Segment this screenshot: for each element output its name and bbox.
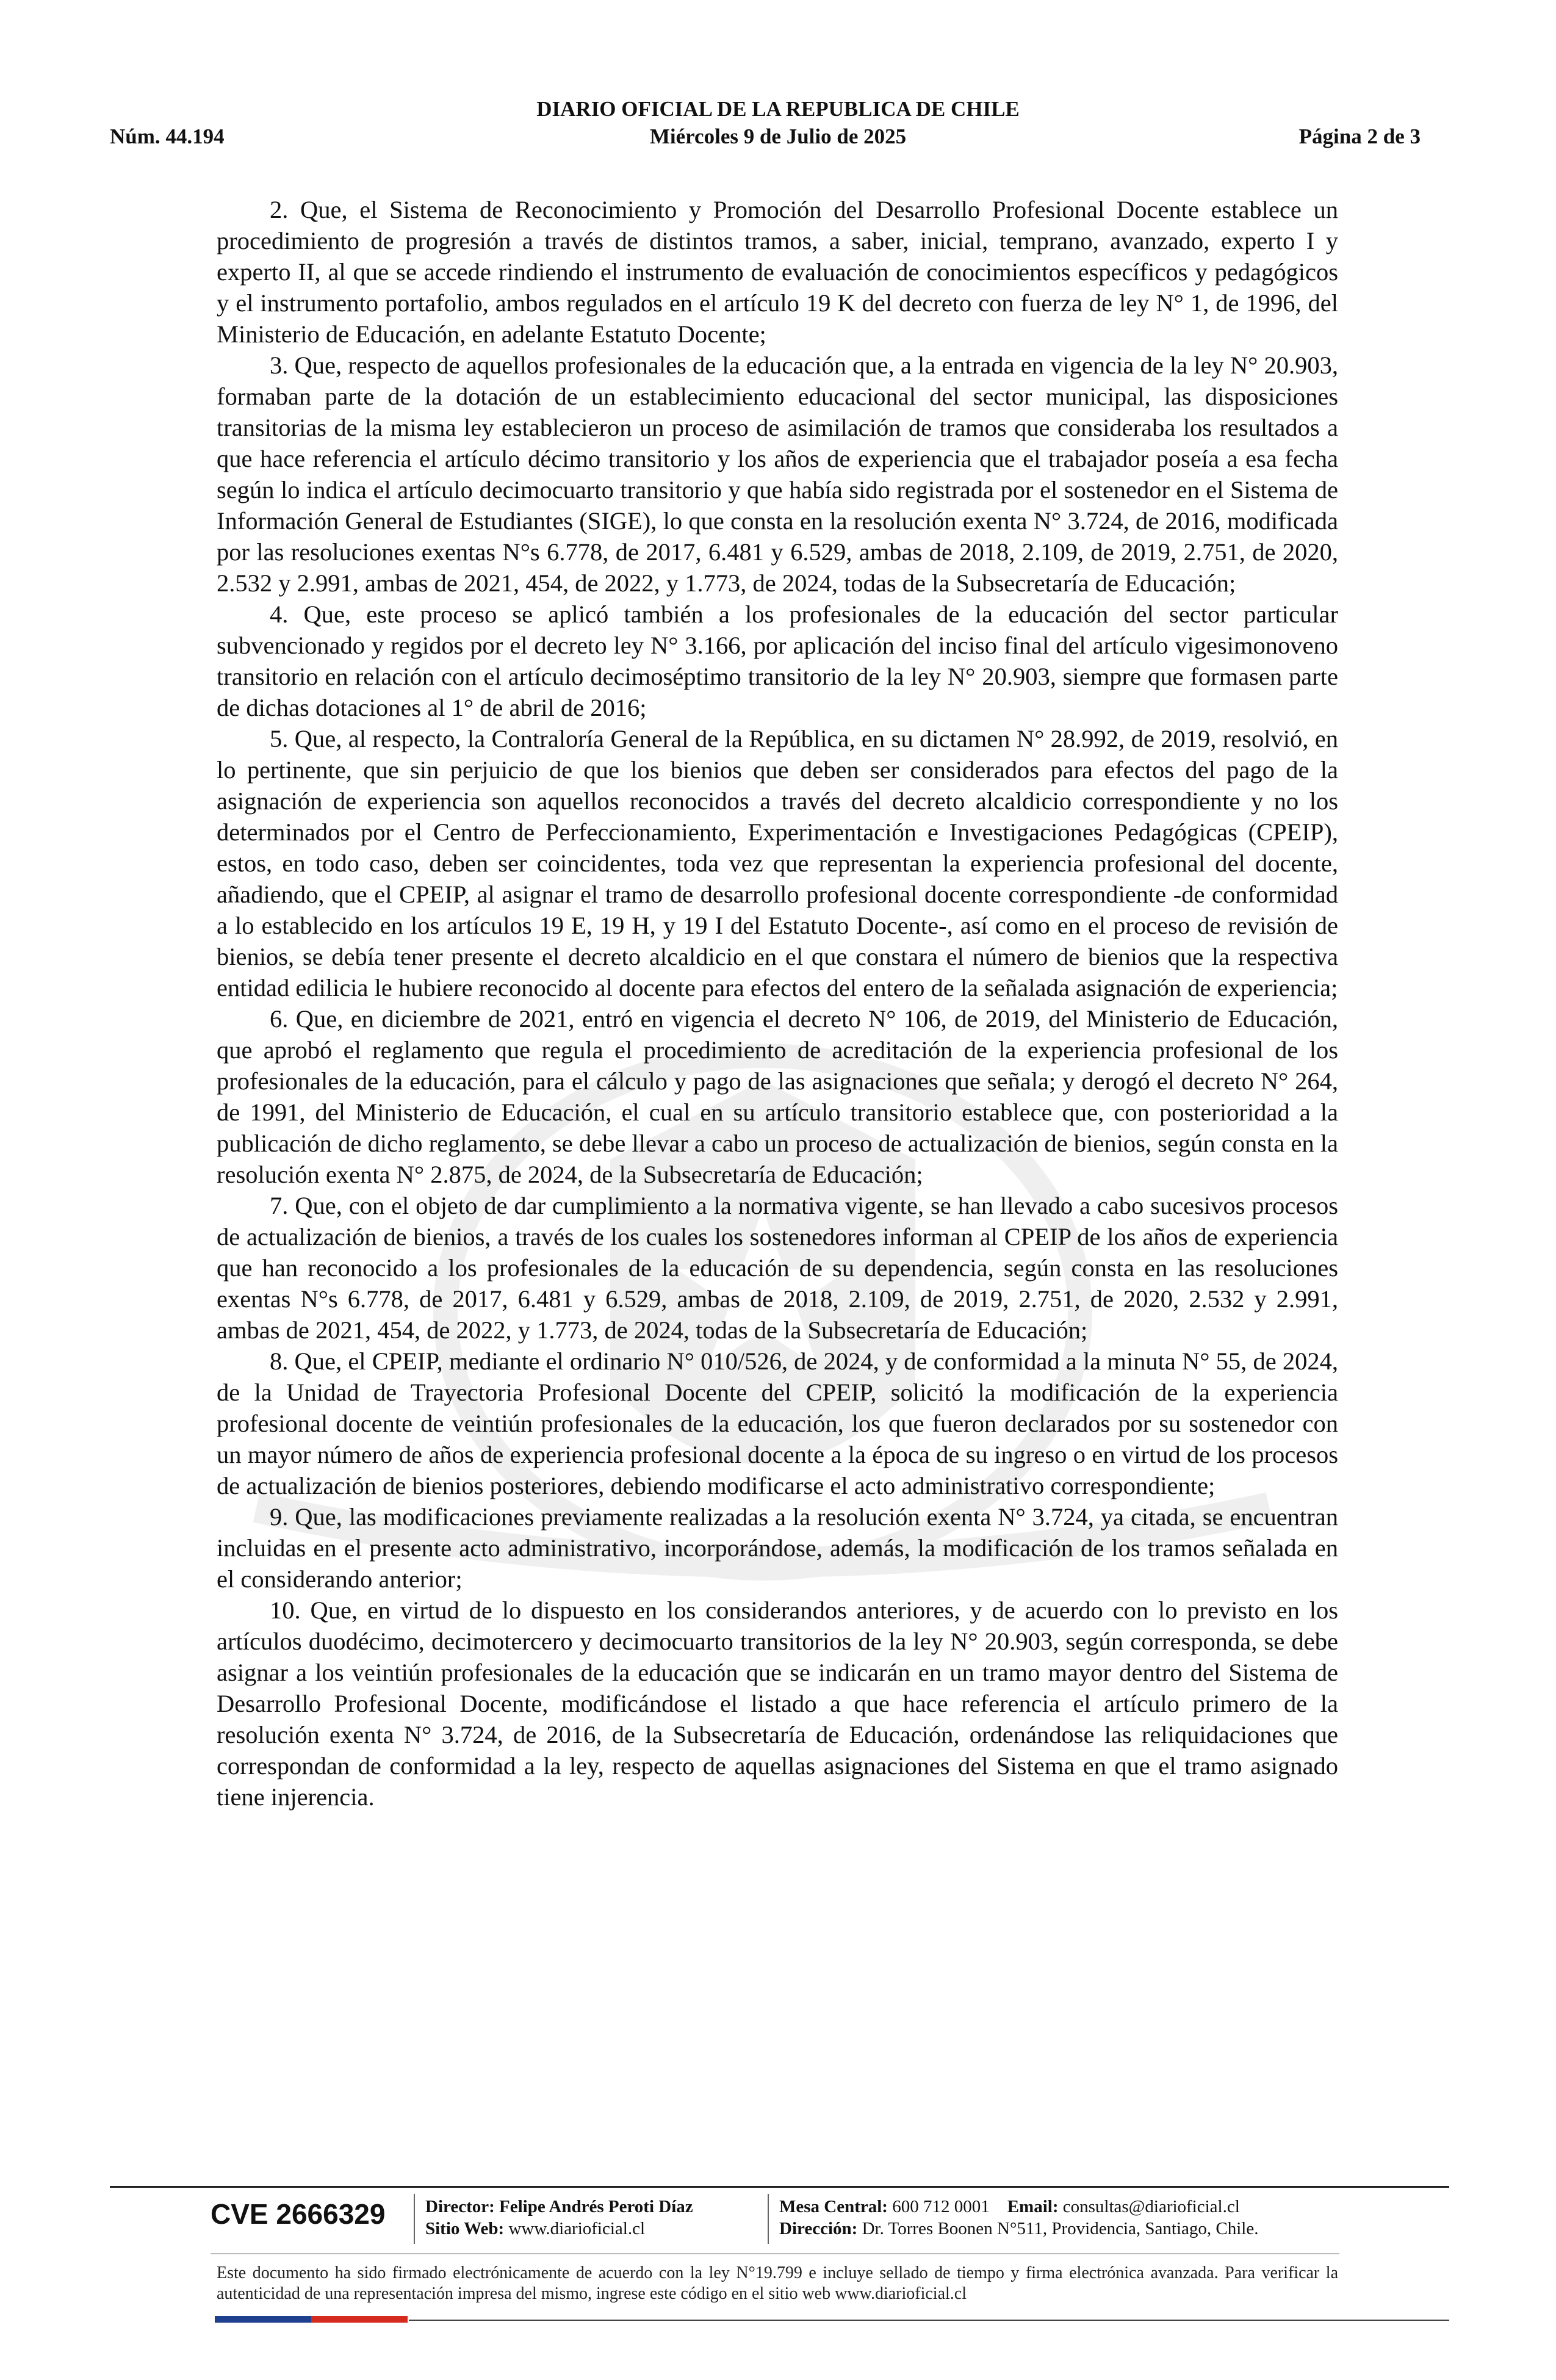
footer-contact-block: [779, 2196, 1258, 2240]
paragraph-2: 2. Que, el Sistema de Reconocimiento y Promoción del Desarrollo Profesional Docente establece un procedimiento de progresión a través de distintos tramos, a saber, inicial, temprano, avanzado, experto I y experto II, al que se accede rindiendo el instrumento de evaluación de conocimientos específicos y pedagógicos y el instrumento portafolio, ambos regulados en el artículo 19 K del decreto con fuerza de ley N° 1, de 1996, del Ministerio de Educación, en adelante Estatuto Docente;: [217, 196, 1338, 348]
paragraph-10: 10. Que, en virtud de lo dispuesto en los considerandos anteriores, y de acuerdo con lo previsto en los artículos duodécimo, decimotercero y decimocuarto transitorios de la ley N° 20.903, según corresponda, se debe asignar a los veintiún profesionales de la educación que se indicarán en un tramo mayor dentro del Sistema de Desarrollo Profesional Docente, modificándose el listado a que hace referencia el artículo primero de la resolución exenta N° 3.724, de 2016, de la Subsecretaría de Educación, ordenándose las reliquidaciones que correspondan de conformidad a la ley, respecto de aquellas asignaciones del Sistema en que el tramo asignado tiene injerencia.: [217, 1596, 1338, 1811]
issue-number: Núm. 44.194: [110, 124, 225, 148]
paragraph-8: 8. Que, el CPEIP, mediante el ordinario N° 010/526, de 2024, y de conformidad a la minuta N° 55, de 2024, de la Unidad de Trayectoria Profesional Docente del CPEIP, solicitó la modificación de la experiencia profesional docente de veintiún profesionales de la educación, los que fueron declarados por su sostenedor con un mayor número de años de experiencia profesional docente a la época de su ingreso o en virtud de los procesos de actualización de bienios posteriores, debiendo modificarse el acto administrativo correspondiente;: [217, 1347, 1338, 1499]
footer-director-block: [425, 2196, 693, 2240]
newspaper-title: DIARIO OFICIAL DE LA REPUBLICA DE CHILE: [536, 97, 1020, 121]
email-link[interactable]: consultas@diarioficial.cl: [1062, 2197, 1240, 2216]
address-text: Dr. Torres Boonen N°511, Providencia, Santiago, Chile.: [862, 2219, 1259, 2238]
footer-bottom-divider: [409, 2320, 1449, 2321]
phone-label: Mesa Central:: [779, 2197, 888, 2216]
paragraph-7: 7. Que, con el objeto de dar cumplimiento a la normativa vigente, se han llevado a cabo sucesivos procesos de actualización de bienios, a través de los cuales los sostenedores informan al CPEIP de los años de experiencia que han reconocido a los profesionales de la educación de su dependencia, según consta en las resoluciones exentas N°s 6.778, de 2017, 6.481 y 6.529, ambas de 2018, 2.109, de 2019, 2.751, de 2020, 2.532 y 2.991, ambas de 2021, 454, de 2022, y 1.773, de 2024, todas de la Subsecretaría de Educación;: [217, 1192, 1338, 1344]
director-label: Director:: [425, 2197, 495, 2216]
paragraph-5: 5. Que, al respecto, la Contraloría General de la República, en su dictamen N° 28.992, de 2019, resolvió, en lo pertinente, que sin perjuicio de que los bienios que deben ser considerados para efectos del pago de la asignación de experiencia son aquellos reconocidos a través del decreto alcaldicio correspondiente y no los determinados por el Centro de Perfeccionamiento, Experimentación e Investigaciones Pedagógicas (CPEIP), estos, en todo caso, deben ser coincidentes, toda vez que representan la experiencia profesional del docente, añadiendo, que el CPEIP, al asignar el tramo de desarrollo profesional docente correspondiente -de conformidad a lo establecido en los artículos 19 E, 19 H, y 19 I del Estatuto Docente-, así como en el proceso de revisión de bienios, se debía tener presente el decreto alcaldicio en el que constara el número de bienios que la respectiva entidad edilicia le hubiere reconocido al docente para efectos del entero de la señalada asignación de experiencia;: [217, 725, 1338, 1001]
page-indicator: Página 2 de 3: [1298, 124, 1421, 148]
cve-code: CVE 2666329: [211, 2198, 386, 2230]
site-link[interactable]: www.diarioficial.cl: [508, 2219, 646, 2238]
phone-number: 600 712 0001: [892, 2197, 990, 2216]
paragraph-6: 6. Que, en diciembre de 2021, entró en vigencia el decreto N° 106, de 2019, del Ministerio de Educación, que aprobó el reglamento que regula el procedimiento de acreditación de la experiencia profesional de los profesionales de la educación, para el cálculo y pago de las asignaciones que señala; y derogó el decreto N° 264, de 1991, del Ministerio de Educación, el cual en su artículo transitorio establece que, con posterioridad a la publicación de dicho reglamento, se debe llevar a cabo un proceso de actualización de bienios, según consta en la resolución exenta N° 2.875, de 2024, de la Subsecretaría de Educación;: [217, 1005, 1338, 1188]
footer-separator: [768, 2194, 769, 2244]
paragraph-3: 3. Que, respecto de aquellos profesionales de la educación que, a la entrada en vigencia de la ley N° 20.903, formaban parte de la dotación de un establecimiento educacional del sector municipal, las disposiciones transitorias de la misma ley establecieron un proceso de asimilación de tramos que consideraba los resultados a que hace referencia el artículo décimo transitorio y los años de experiencia que el trabajador poseía a esa fecha según lo indica el artículo decimocuarto transitorio y que había sido registrada por el sostenedor en el Sistema de Información General de Estudiantes (SIGE), lo que consta en la resolución exenta N° 3.724, de 2016, modificada por las resoluciones exentas N°s 6.778, de 2017, 6.481 y 6.529, ambas de 2018, 2.109, de 2019, 2.751, de 2020, 2.532 y 2.991, ambas de 2021, 454, de 2022, y 1.773, de 2024, todas de la Subsecretaría de Educación;: [217, 352, 1338, 597]
flag-stripe-red: [311, 2316, 408, 2323]
footer-top-divider: [110, 2186, 1449, 2188]
footer-separator: [414, 2194, 415, 2244]
document-body: [217, 194, 1338, 1812]
site-label: Sitio Web:: [425, 2219, 505, 2238]
footer-mid-divider: [211, 2253, 1339, 2254]
director-name: Felipe Andrés Peroti Díaz: [499, 2197, 693, 2216]
issue-date: Miércoles 9 de Julio de 2025: [649, 124, 907, 148]
electronic-signature-notice: Este documento ha sido firmado electrónicamente de acuerdo con la ley N°19.799 e incluye sellado de tiempo y firma electrónica avanzada. Para verificar la autenticidad de una representación impresa del mismo, ingrese este código en el sitio web www.diarioficial.cl: [217, 2263, 1338, 2303]
address-label: Dirección:: [779, 2219, 858, 2238]
flag-stripe-blue: [215, 2316, 311, 2323]
paragraph-4: 4. Que, este proceso se aplicó también a los profesionales de la educación del sector particular subvencionado y regidos por el decreto ley N° 3.166, por aplicación del inciso final del artículo vigesimonoveno transitorio en relación con el artículo decimoséptimo transitorio de la ley N° 20.903, siempre que formasen parte de dichas dotaciones al 1° de abril de 2016;: [217, 600, 1338, 721]
email-label: Email:: [1007, 2197, 1059, 2216]
paragraph-9: 9. Que, las modificaciones previamente realizadas a la resolución exenta N° 3.724, ya citada, se encuentran incluidas en el presente acto administrativo, incorporándose, además, la modificación de los tramos señalada en el considerando anterior;: [217, 1503, 1338, 1593]
